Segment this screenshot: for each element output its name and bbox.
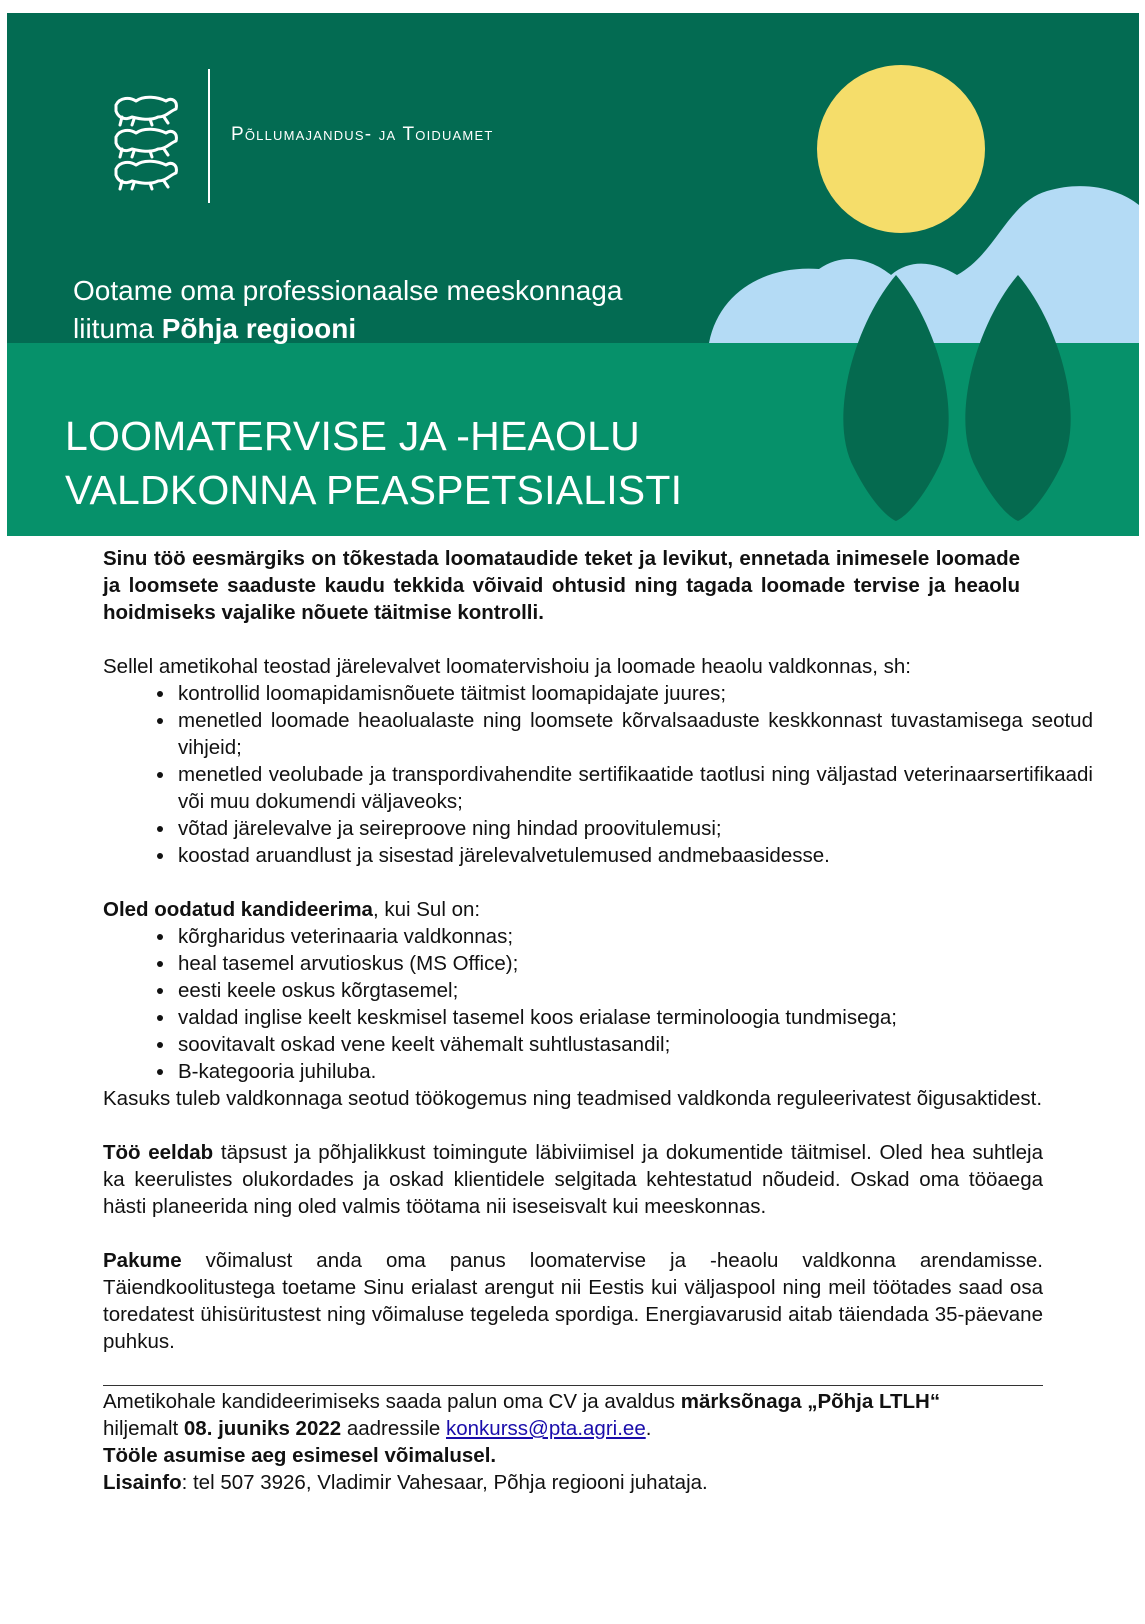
header-banner <box>7 13 1139 536</box>
requirements-bonus: Kasuks tuleb valdkonnaga seotud töökogemus ning teadmised valdkonda reguleerivatest õigusaktidest. <box>103 1087 1043 1110</box>
tagline <box>73 272 622 348</box>
address-prefix: aadressile <box>341 1417 446 1440</box>
intro-paragraph: Sinu töö eesmärgiks on tõkestada loomataudide teket ja levikut, ennetada inimesele loomade ja loomsete saaduste kaudu tekkida võivaid ohtusid ning tagada loomade tervise ja heaolu hoidmiseks vajalike nõuete täitmise kontrolli. <box>103 547 1020 624</box>
email-link[interactable]: konkurss@pta.agri.ee <box>446 1417 646 1440</box>
apply-keyword: märksõnaga „Põhja LTLH“ <box>680 1390 941 1413</box>
deadline-date: 08. juuniks 2022 <box>183 1417 342 1440</box>
list-item: • eesti keele oskus kõrgtasemel; <box>176 977 1043 1004</box>
tagline-line-2 <box>73 310 622 348</box>
sun-shape <box>817 65 985 233</box>
requirements-lead-bold: Oled oodatud kandideerima <box>103 898 373 921</box>
logo-divider <box>208 69 210 203</box>
list-item: • võtad järelevalve ja seireproove ning hindad proovitulemusi; <box>176 815 1093 842</box>
job-title-line-1: LOOMATERVISE JA -HEAOLU <box>65 413 640 459</box>
application-info <box>103 1385 1043 1496</box>
contact-info <box>103 1469 1043 1496</box>
apply-end: . <box>645 1417 652 1440</box>
list-item: • B-kategooria juhiluba. <box>176 1058 1043 1085</box>
apply-line-2 <box>103 1415 1043 1442</box>
list-item: • kontrollid loomapidamisnõuete täitmist loomapidajate juures; <box>176 680 1093 707</box>
offer-paragraph <box>103 1247 1043 1355</box>
list-item: • koostad aruandlust ja sisestad järelevalvetulemused andmebaasidesse. <box>176 842 1093 869</box>
job-ad-body <box>103 545 1093 1496</box>
list-item: • soovitavalt oskad vene keelt vähemalt suhtlustasandil; <box>176 1031 1043 1058</box>
list-item: • heal tasemel arvutioskus (MS Office); <box>176 950 1043 977</box>
requirements-list <box>103 923 1043 1085</box>
apply-text: Ametikohale kandideerimiseks saada palun oma CV ja avaldus <box>103 1390 681 1413</box>
tagline-line-1: Ootame oma professionaalse meeskonnaga <box>73 275 623 306</box>
list-item: • valdad inglise keelt keskmisel tasemel koos erialase terminoloogia tundmisega; <box>176 1004 1043 1031</box>
deadline-prefix: hiljemalt <box>103 1417 184 1440</box>
list-item: • kõrgharidus veterinaaria valdkonnas; <box>176 923 1043 950</box>
duties-lead: Sellel ametikohal teostad järelevalvet loomatervishoiu ja loomade heaolu valdkonnas, sh: <box>103 655 911 678</box>
start-date-note <box>103 1442 1043 1469</box>
coat-of-arms-logo <box>110 91 182 196</box>
duties-list <box>103 680 1093 869</box>
organization-name: Põllumajandus- ja Toiduamet <box>231 124 494 145</box>
contact-label: Lisainfo <box>103 1471 182 1494</box>
region-name: Põhja regiooni <box>161 313 357 344</box>
apply-line-1 <box>103 1388 1043 1415</box>
job-title-line-2: VALDKONNA PEASPETSIALISTI <box>65 467 683 513</box>
tagline-prefix: liituma <box>73 313 162 344</box>
expectations-lead: Töö eeldab <box>103 1141 214 1164</box>
requirements-lead-rest: , kui Sul on: <box>372 898 481 921</box>
start-date-text: Tööle asumise aeg esimesel võimalusel. <box>103 1444 497 1467</box>
offer-lead: Pakume <box>103 1249 182 1272</box>
contact-text: : tel 507 3926, Vladimir Vahesaar, Põhja regiooni juhataja. <box>181 1471 708 1494</box>
job-title <box>65 409 682 517</box>
list-item: • menetled veolubade ja transpordivahendite sertifikaatide taotlusi ning väljastad veterinaarsertifikaadi või muu dokumendi väljaveoks; <box>176 761 1093 815</box>
offer-text: võimalust anda oma panus loomatervise ja -heaolu valdkonna arendamisse. Täiendkoolitustega toetame Sinu erialast arengut nii Eestis kui väljaspool ning meil töötades saad osa toredatest ühisüritustest ning võimaluse tegeleda spordiga. Energiavarusid aitab täiendada 35-päevane puhkus. <box>103 1249 1043 1353</box>
requirements-lead <box>103 896 1043 923</box>
list-item: • menetled loomade heaolualaste ning loomsete kõrvalsaaduste keskkonnast tuvastamisega seotud vihjeid; <box>176 707 1093 761</box>
expectations-text: täpsust ja põhjalikkust toimingute läbiviimisel ja dokumentide täitmisel. Oled hea suhtleja ka keerulistes olukordades ja oskad klientidele selgitada kehtestatud nõudeid. Oskad oma tööaega hästi planeerida ning oled valmis töötama nii iseseisvalt kui meeskonnas. <box>103 1141 1043 1218</box>
expectations-paragraph <box>103 1139 1043 1220</box>
